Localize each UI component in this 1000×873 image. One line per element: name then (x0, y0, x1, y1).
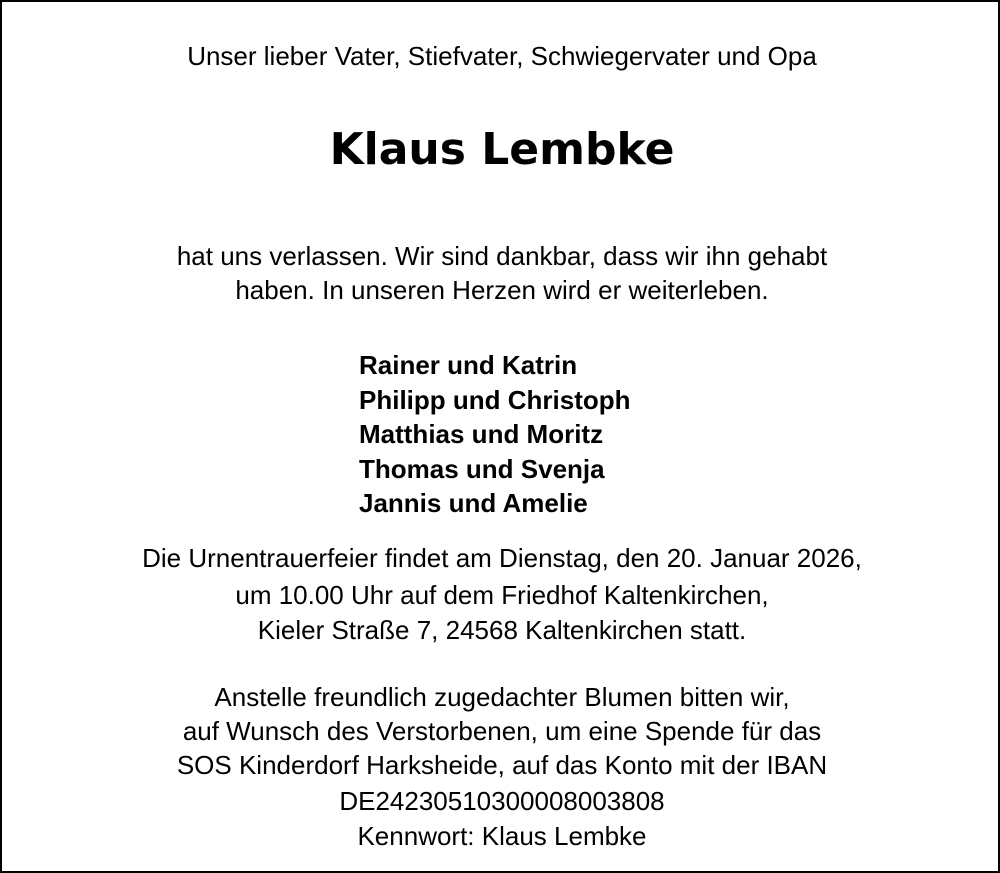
mourner-names: Philipp und Christoph (359, 384, 631, 415)
deceased-name: Klaus Lembke (329, 124, 675, 175)
mourners-list (359, 348, 631, 521)
mourner-names: Matthias und Moritz (359, 419, 604, 449)
donation-info-line: SOS Kinderdorf Harksheide, auf das Konto mit der IBAN (176, 750, 828, 780)
donation-info-line: Anstelle freundlich zugedachter Blumen bitten wir, (214, 682, 790, 712)
service-info-line: Kieler Straße 7, 24568 Kaltenkirchen statt. (257, 615, 747, 645)
service-info-line: Die Urnentrauerfeier findet am Dienstag, den 20. Januar 2026, (142, 543, 862, 573)
iban-line: DE24230510300008003808 (339, 786, 665, 816)
mourner-names: Thomas und Svenja (359, 453, 605, 484)
message-line: haben. In unseren Herzen wird er weiterleben. (235, 275, 769, 305)
message-line: hat uns verlassen. Wir sind dankbar, dass wir ihn gehabt (176, 241, 828, 271)
intro-line: Unser lieber Vater, Stiefvater, Schwiegervater und Opa (187, 41, 817, 71)
donation-info-line: auf Wunsch des Verstorbenen, um eine Spende für das (182, 716, 822, 746)
service-info-line: um 10.00 Uhr auf dem Friedhof Kaltenkirchen, (235, 580, 769, 610)
mourner-names: Rainer und Katrin (359, 350, 578, 380)
keyword-line: Kennwort: Klaus Lembke (357, 821, 647, 851)
mourner-names: Jannis und Amelie (359, 488, 588, 518)
